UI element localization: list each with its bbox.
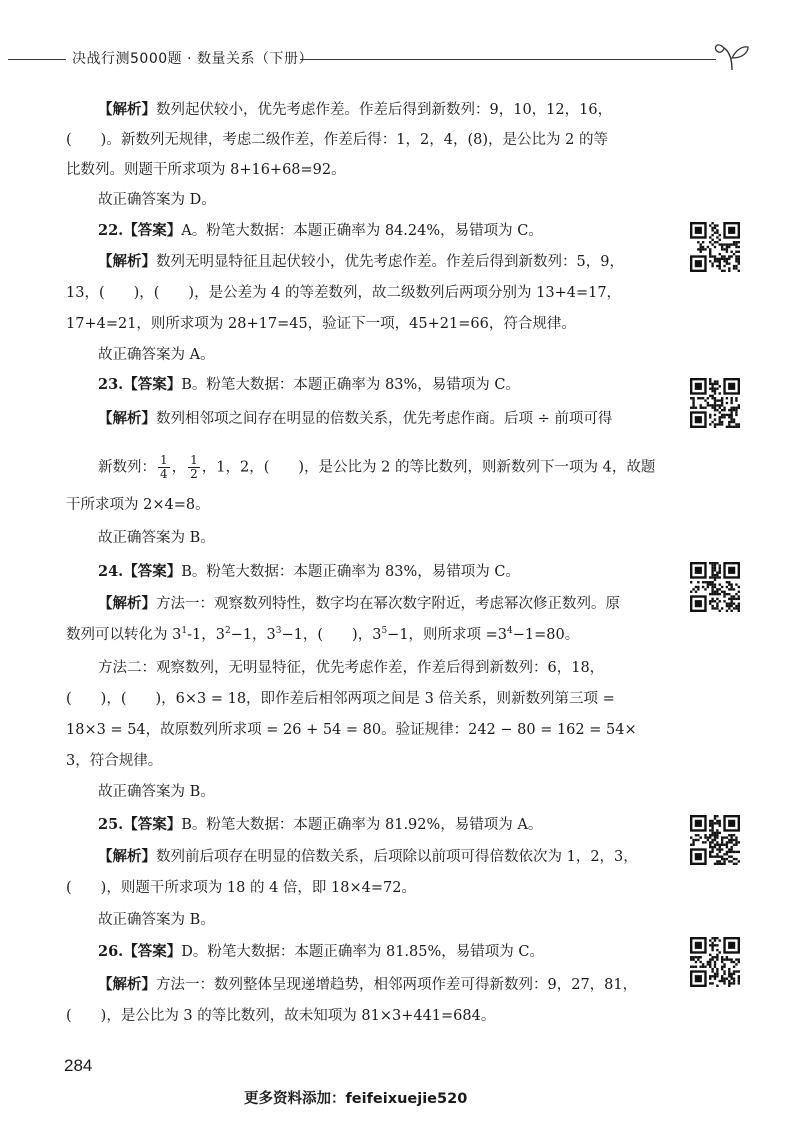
line-text: ( )。新数列无规律，考虑二级作差，作差后得：1，2，4，(8)，是公比为 2 的等 bbox=[66, 132, 608, 148]
line-text: 数列无明显特征且起伏较小，优先考虑作差。作差后得到新数列：5，9， bbox=[156, 254, 624, 270]
text-line bbox=[98, 562, 704, 582]
line-text: A。粉笔大数据：本题正确率为 84.24%，易错项为 C。 bbox=[181, 223, 543, 239]
fraction-numerator: 1 bbox=[160, 453, 168, 467]
line-text: 故正确答案为 B。 bbox=[98, 912, 215, 928]
text-line bbox=[66, 720, 672, 740]
line-text: B。粉笔大数据：本题正确率为 83%，易错项为 C。 bbox=[181, 564, 520, 580]
header-rule-right bbox=[300, 59, 716, 60]
line-text: 故正确答案为 D。 bbox=[98, 192, 216, 208]
text-line bbox=[98, 782, 704, 802]
power-text: −1，则所求项 =3 bbox=[387, 627, 508, 643]
text-line bbox=[66, 689, 672, 709]
line-text: 故正确答案为 B。 bbox=[98, 530, 215, 546]
line-text: ( )，是公比为 3 的等比数列，故未知项为 81×3+441=684。 bbox=[66, 1008, 496, 1024]
label-tag: 【解析】 bbox=[98, 410, 156, 427]
qr-code-icon[interactable] bbox=[690, 222, 740, 272]
line-text: 3，符合规律。 bbox=[66, 753, 163, 769]
line-text: 方法二：观察数列，无明显特征，优先考虑作差，作差后得到新数列：6，18， bbox=[98, 660, 605, 676]
label-tag: 【解析】 bbox=[98, 253, 156, 270]
text-line bbox=[98, 658, 704, 678]
line-text: ( )，( )，6×3 = 18，即作差后相邻两项之间是 3 倍关系，则新数列第三项 = bbox=[66, 691, 615, 707]
label-tag: 【解析】 bbox=[98, 595, 156, 612]
label-tag: 【解析】 bbox=[98, 848, 156, 865]
text-line bbox=[66, 495, 672, 515]
fraction-denominator: 2 bbox=[190, 467, 198, 481]
text-line bbox=[66, 1006, 672, 1026]
text-line bbox=[66, 751, 672, 771]
text-line bbox=[98, 221, 704, 241]
line-text: 13，( )，( )，是公差为 4 的等差数列，故二级数列后两项分别为 13+4=17， bbox=[66, 285, 622, 301]
qr-code-icon[interactable] bbox=[690, 562, 740, 612]
fraction-one-half bbox=[188, 454, 200, 481]
qr-code-icon[interactable] bbox=[690, 815, 740, 865]
qr-code-icon[interactable] bbox=[690, 378, 740, 428]
qr-code-icon[interactable] bbox=[690, 937, 740, 987]
fraction-line-rest: ，1，2，( )，是公比为 2 的等比数列，则新数列下一项为 4，故题 bbox=[201, 459, 656, 476]
text-line bbox=[66, 130, 672, 150]
line-text: 数列前后项存在明显的倍数关系，后项除以前项可得倍数依次为 1，2，3， bbox=[156, 849, 638, 865]
header-title: 决战行测5000题 · 数量关系（下册） bbox=[72, 51, 313, 67]
text-line bbox=[66, 878, 672, 898]
power-text: −1，( )，3 bbox=[281, 627, 382, 643]
exponent: 4 bbox=[507, 626, 513, 637]
page-number: 284 bbox=[64, 1056, 93, 1075]
line-text: B。粉笔大数据：本题正确率为 81.92%，易错项为 A。 bbox=[181, 817, 543, 833]
text-line bbox=[98, 942, 704, 962]
line-text: 18×3 = 54，故原数列所求项 = 26 + 54 = 80。验证规律：242 − 80 = 162 = 54× bbox=[66, 722, 637, 738]
text-line bbox=[98, 975, 704, 995]
page-header bbox=[0, 44, 800, 74]
exponent: 3 bbox=[275, 626, 282, 637]
exponent: 2 bbox=[224, 626, 231, 637]
line-text: 17+4=21，则所求项为 28+17=45，验证下一项，45+21=66，符合规律。 bbox=[66, 316, 576, 332]
line-text: 数列相邻项之间存在明显的倍数关系，优先考虑作商。后项 ÷ 前项可得 bbox=[156, 411, 613, 427]
line-text: 方法一：数列整体呈现递增趋势，相邻两项作差可得新数列：9，27，81， bbox=[156, 977, 638, 993]
line-text: 干所求项为 2×4=8。 bbox=[66, 497, 210, 513]
label-tag: 26.【答案】 bbox=[98, 943, 182, 960]
line-text: ( )，则题干所求项为 18 的 4 倍，即 18×4=72。 bbox=[66, 880, 416, 896]
text-line bbox=[66, 283, 672, 303]
text-line bbox=[98, 345, 704, 365]
label-tag: 23.【答案】 bbox=[98, 376, 182, 393]
exponent: 1 bbox=[181, 626, 188, 637]
power-text: 数列可以转化为 3 bbox=[66, 627, 182, 643]
text-line bbox=[66, 314, 672, 334]
q23-fraction-line: 新数列： $\frac{1}{4}$ ， $\frac{1}{2}$ ，1，2，( )，是公比为 2 的等比数列，则新数列下一项为 4，故题 bbox=[98, 453, 656, 481]
text-line bbox=[98, 594, 704, 614]
label-tag: 25.【答案】 bbox=[98, 816, 182, 833]
label-tag: 【解析】 bbox=[98, 101, 156, 118]
exponent: 5 bbox=[381, 626, 388, 637]
label-tag: 22.【答案】 bbox=[98, 222, 182, 239]
label-tag: 【解析】 bbox=[98, 976, 156, 993]
fraction-line-prefix: 新数列： bbox=[98, 459, 156, 476]
line-text: 数列起伏较小，优先考虑作差。作差后得到新数列：9，10，12，16， bbox=[156, 102, 613, 118]
footer-note: 更多资料添加：feifeixuejie520 bbox=[244, 1091, 468, 1107]
line-text: B。粉笔大数据：本题正确率为 83%，易错项为 C。 bbox=[181, 377, 520, 393]
power-text: −1=80。 bbox=[512, 627, 580, 643]
text-line bbox=[98, 252, 704, 272]
line-text: D。粉笔大数据：本题正确率为 81.85%，易错项为 C。 bbox=[181, 944, 544, 960]
text-line bbox=[98, 910, 704, 930]
text-line bbox=[98, 815, 704, 835]
fraction-one-quarter bbox=[158, 454, 170, 481]
line-text: 故正确答案为 B。 bbox=[98, 784, 215, 800]
power-text: -1，3 bbox=[187, 627, 225, 643]
text-line bbox=[66, 160, 672, 180]
q24-power-line bbox=[66, 625, 672, 645]
line-text: 比数列。则题干所求项为 8+16+68=92。 bbox=[66, 162, 346, 178]
text-line bbox=[98, 528, 704, 548]
header-rule-left bbox=[8, 59, 66, 60]
text-line bbox=[98, 847, 704, 867]
label-tag: 24.【答案】 bbox=[98, 563, 182, 580]
fraction-numerator: 1 bbox=[190, 453, 198, 467]
text-line bbox=[98, 409, 704, 429]
line-text: 方法一：观察数列特性，数字均在幂次数字附近，考虑幂次修正数列。原 bbox=[156, 596, 620, 612]
power-text: −1，3 bbox=[230, 627, 276, 643]
line-text: 故正确答案为 A。 bbox=[98, 347, 215, 363]
text-line bbox=[98, 190, 704, 210]
text-line bbox=[98, 100, 704, 120]
fraction-denominator: 4 bbox=[160, 467, 168, 481]
text-line bbox=[98, 375, 704, 395]
sprout-icon bbox=[712, 38, 752, 72]
